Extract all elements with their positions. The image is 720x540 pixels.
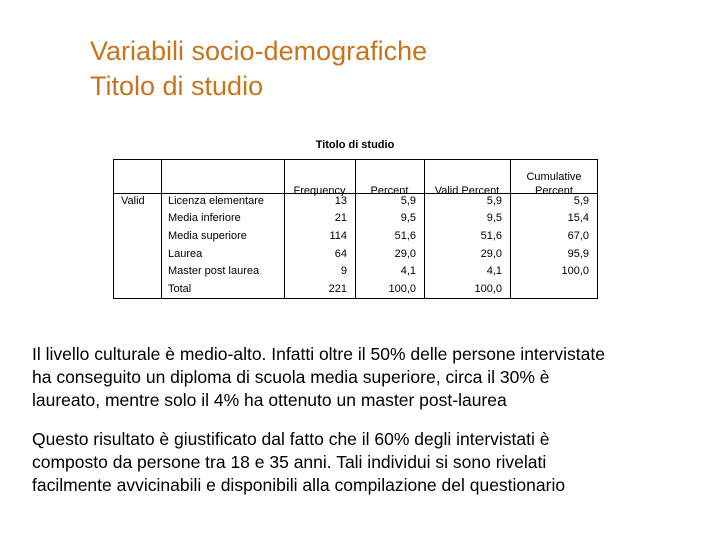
table-rule <box>161 160 162 298</box>
paragraph-line: composto da persone tra 18 e 35 anni. Tali individui si sono rivelati <box>32 452 547 472</box>
paragraph-line: facilmente avvicinabili e disponibili alla compilazione del questionario <box>32 475 566 495</box>
cell-frequency: 114 <box>329 230 347 242</box>
cell-percent: 100,0 <box>388 283 416 295</box>
frequency-table <box>113 159 598 299</box>
table-caption: Titolo di studio <box>315 139 395 151</box>
paragraph-1 <box>32 343 702 412</box>
cell-percent: 51,6 <box>394 230 416 242</box>
cell-valid-percent: 51,6 <box>480 230 502 242</box>
paragraph-line: Questo risultato è giustificato dal fatto che il 60% degli intervistati è <box>32 429 550 449</box>
header-valid-percent: Valid Percent <box>434 185 500 196</box>
row-label-total: Total <box>168 283 192 295</box>
cell-frequency: 64 <box>334 248 347 260</box>
cell-frequency: 221 <box>328 283 347 295</box>
slide-title-line-2: Titolo di studio <box>90 71 264 101</box>
cell-cumulative: 5,9 <box>573 195 589 207</box>
cell-cumulative: 67,0 <box>567 230 589 242</box>
paragraph-line: ha conseguito un diploma di scuola media superiore, circa il 30% è <box>32 367 550 387</box>
row-label: Master post laurea <box>168 265 260 277</box>
row-label: Laurea <box>168 248 203 260</box>
cell-percent: 9,5 <box>400 212 416 224</box>
slide-title <box>90 34 427 104</box>
header-percent: Percent <box>370 185 409 196</box>
cell-percent: 29,0 <box>394 248 416 260</box>
paragraph-line: Il livello culturale è medio-alto. Infatti oltre il 50% delle persone intervistate <box>32 344 605 364</box>
header-cumulative: Cumulative <box>526 171 582 183</box>
cell-valid-percent: 5,9 <box>486 195 502 207</box>
group-label-valid: Valid <box>121 195 145 207</box>
cell-frequency: 21 <box>334 212 347 224</box>
header-cumulative-percent: Percent <box>535 185 573 196</box>
paragraph-2 <box>32 428 702 497</box>
cell-frequency: 13 <box>334 195 347 207</box>
cell-cumulative: 95,9 <box>567 248 589 260</box>
cell-cumulative: 100,0 <box>561 265 589 277</box>
cell-percent: 5,9 <box>400 195 416 207</box>
cell-percent: 4,1 <box>400 265 416 277</box>
paragraph-line: laureato, mentre solo il 4% ha ottenuto un master post-laurea <box>32 390 507 410</box>
cell-valid-percent: 9,5 <box>486 212 502 224</box>
cell-valid-percent: 4,1 <box>486 265 502 277</box>
cell-valid-percent: 29,0 <box>480 248 502 260</box>
slide-title-line-1: Variabili socio-demografiche <box>90 36 428 66</box>
cell-frequency: 9 <box>340 265 347 277</box>
header-frequency: Frequency <box>293 185 346 196</box>
cell-cumulative: 15,4 <box>567 212 589 224</box>
row-label: Licenza elementare <box>168 195 265 207</box>
row-label: Media inferiore <box>168 212 241 224</box>
row-label: Media superiore <box>168 230 247 242</box>
cell-valid-percent: 100,0 <box>474 283 502 295</box>
